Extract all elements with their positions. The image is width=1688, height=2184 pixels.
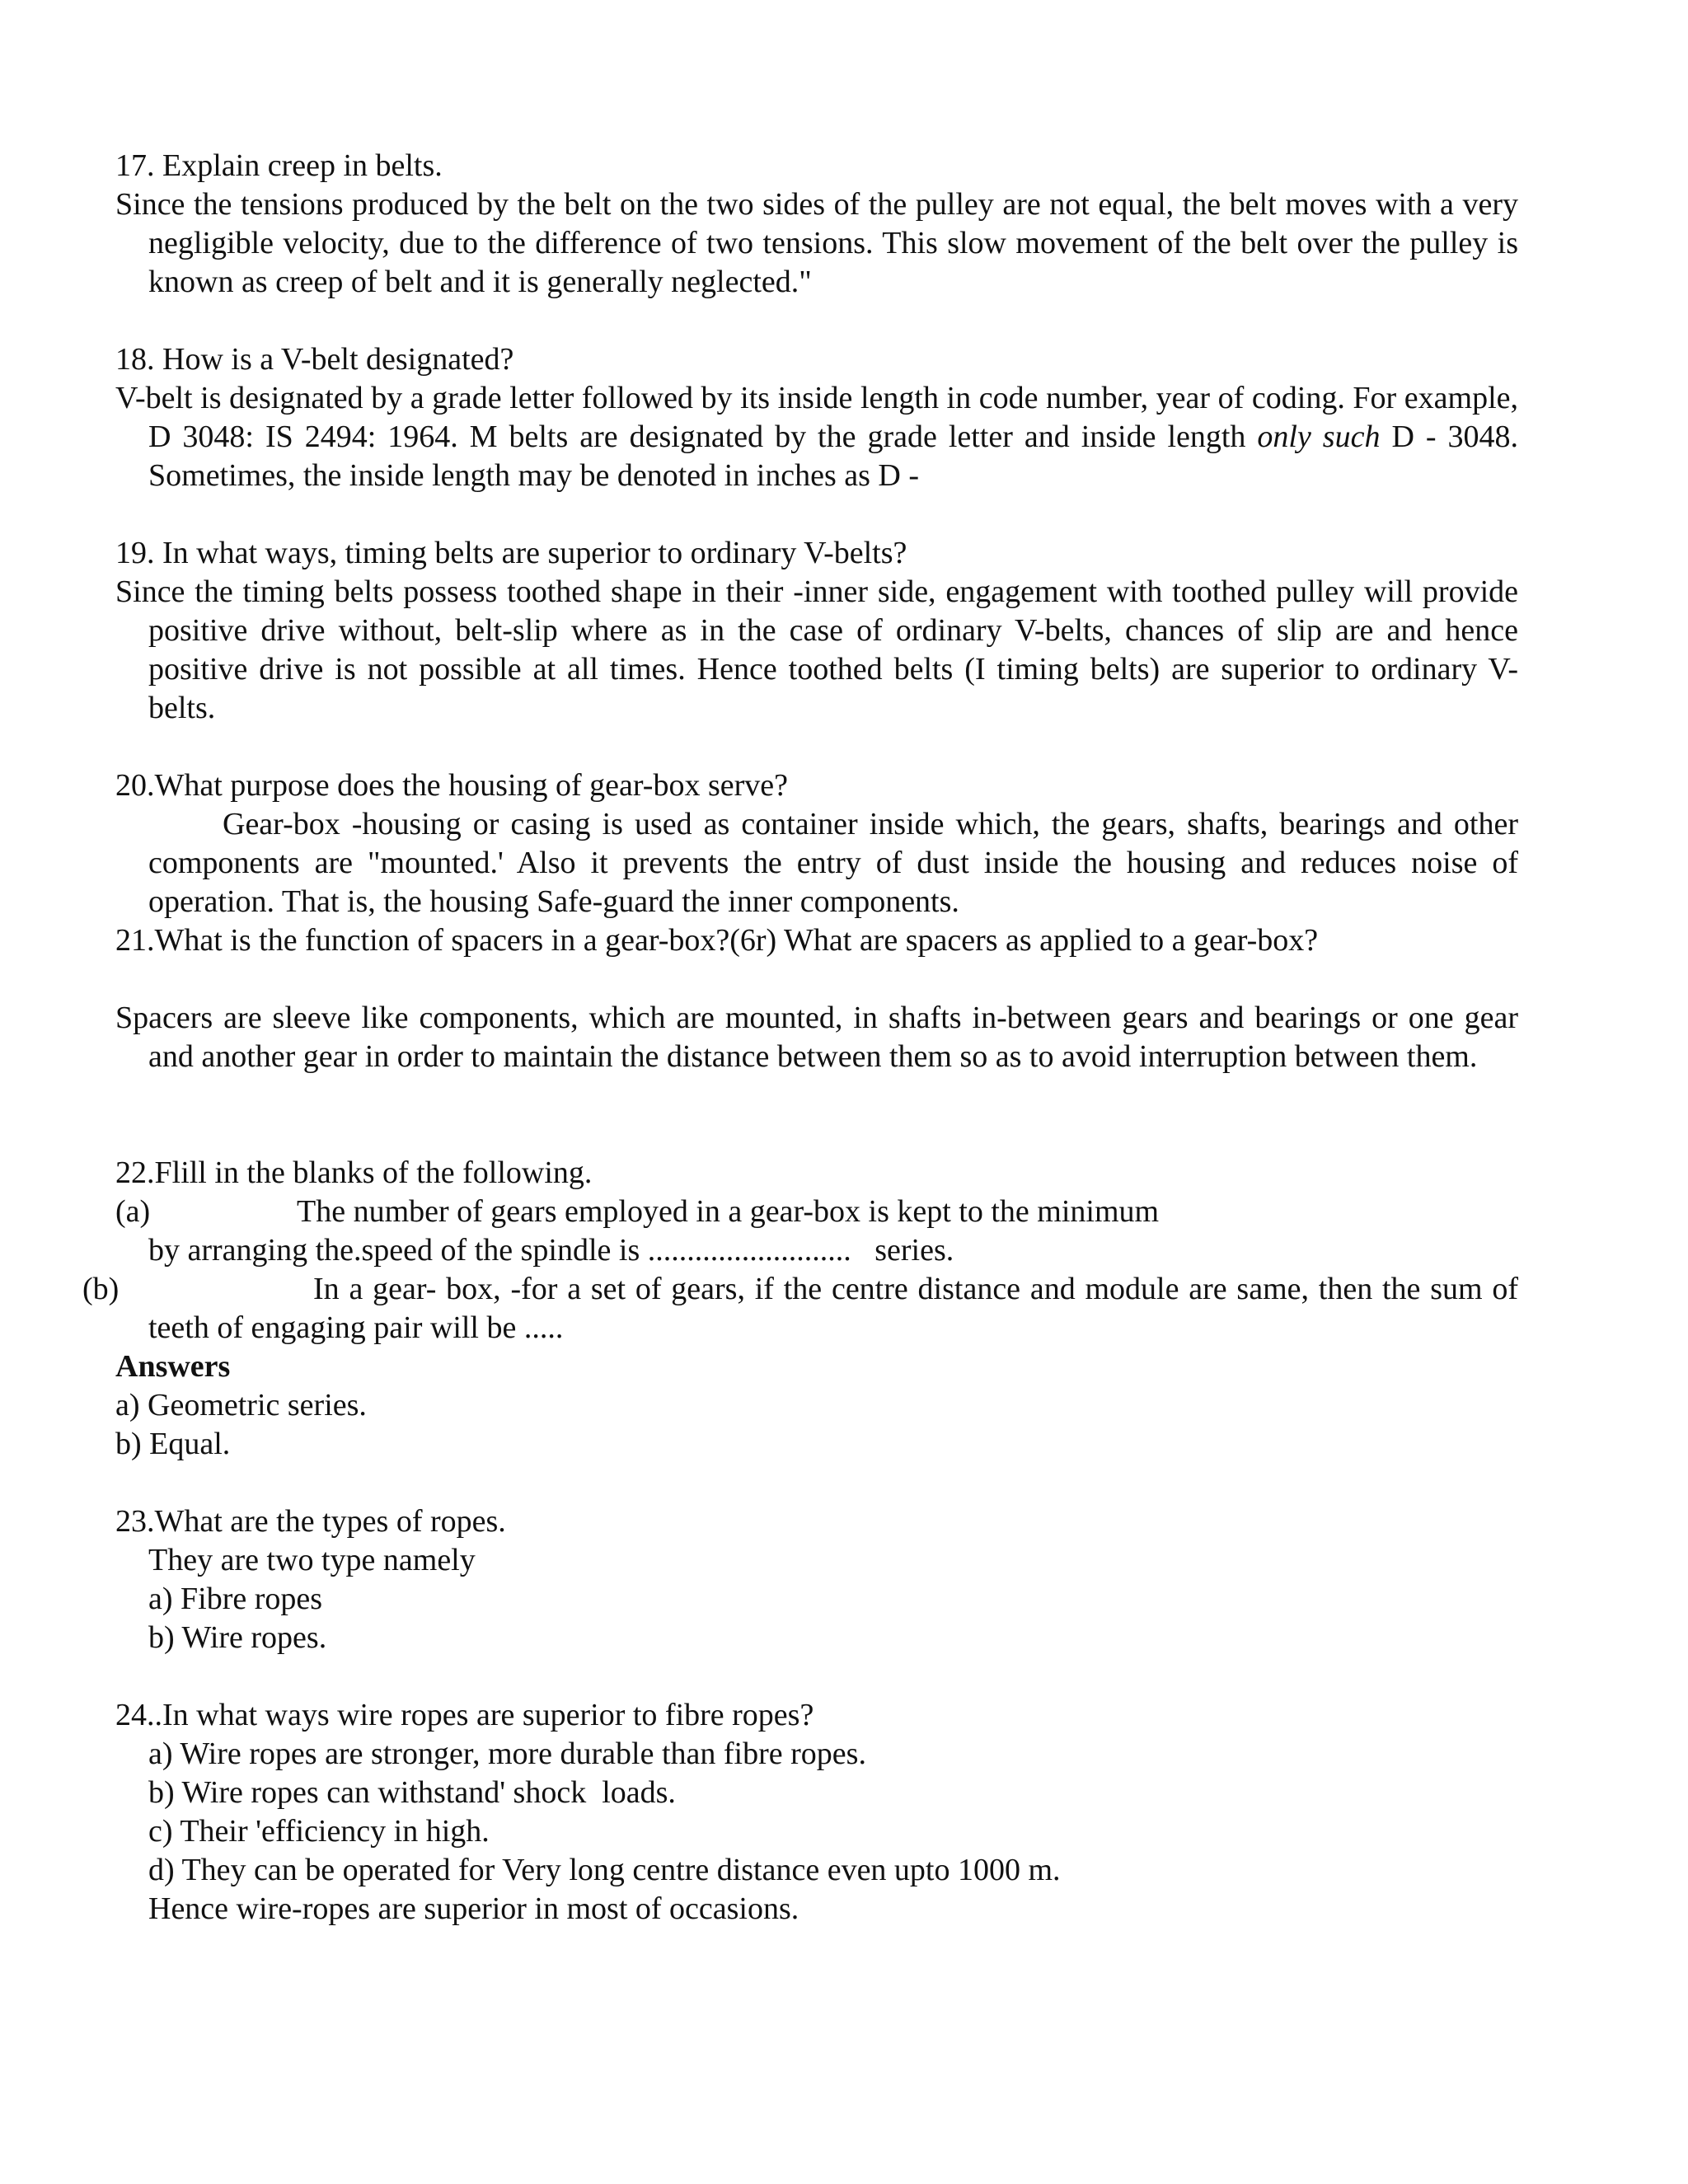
answer-17: Since the tensions produced by the belt on the two sides of the pulley are not equal, the belt moves with a very negligible velocity, due to the difference of two tensions. This slow movement of the belt over the pulley is known as creep of belt and it is generally neglected." (115, 187, 1518, 299)
list-item: b) Wire ropes can withstand' shock loads. (148, 1775, 676, 1810)
answer-23-intro: They are two type namely (148, 1543, 476, 1577)
question-22-block (82, 1154, 1518, 1464)
question-23: 23.What are the types of ropes. (115, 1504, 506, 1539)
answer-24-conclusion: Hence wire-ropes are superior in most of occasions. (148, 1891, 799, 1926)
answer-21: Spacers are sleeve like components, which are mounted, in shafts in-between gears and bearings or one gear and another gear in order to maintain the distance between them so as to avoid interruption between them. (115, 1001, 1518, 1074)
question-19-block (115, 534, 1518, 728)
answer-19: Since the timing belts possess toothed shape in their -inner side, engagement with toothed pulley will provide positive drive without, belt-slip where as in the case of ordinary V-belts, chances of slip are and hence positive drive is not possible at all times. Hence toothed belts (I timing belts) are superior to ordinary V-belts. (115, 574, 1518, 725)
blank-b: (b) In a gear- box, -for a set of gears, if the centre distance and module are same, then the sum of teeth of engaging pair will be ..... (82, 1272, 1518, 1345)
question-24: 24..In what ways wire ropes are superior to fibre ropes? (115, 1698, 814, 1732)
list-item: a) Wire ropes are stronger, more durable than fibre ropes. (148, 1736, 866, 1771)
list-item: b) Wire ropes. (148, 1620, 327, 1655)
question-18-block (115, 340, 1518, 495)
list-item: d) They can be operated for Very long centre distance even upto 1000 m. (148, 1853, 1061, 1887)
answer-22b: b) Equal. (115, 1427, 231, 1461)
answer-18-part2: D - 3048. Sometimes, the inside length may be denoted in inches as D - (148, 419, 1518, 493)
question-17-block (115, 147, 1518, 302)
blank-a-label: (a) (115, 1194, 151, 1229)
blank-a-line1: (a) The number of gears employed in a gear-box is kept to the minimum (115, 1193, 1518, 1231)
answer-20: Gear-box -housing or casing is used as container inside which, the gears, shafts, bearings and other components are "mounted.' Also it prevents the entry of dust inside the housing and reduces noise of operation. That is, the housing Safe-guard the inner components. (148, 807, 1518, 919)
question-20-block (115, 766, 1518, 921)
question-23-block (115, 1502, 1518, 1657)
answer-22a: a) Geometric series. (115, 1388, 367, 1422)
answer-18-part1: V-belt is designated by a grade letter followed by its inside length in code number, year of coding. For example, D 3048: IS 2494: 1964. M belts are designated by the grade letter and inside length (115, 381, 1518, 454)
question-21-block (115, 921, 1518, 960)
blank-b-label: (b) (82, 1272, 120, 1306)
question-19: 19. In what ways, timing belts are superior to ordinary V-belts? (115, 536, 907, 570)
question-18: 18. How is a V-belt designated? (115, 342, 514, 377)
answer-21-block (115, 999, 1518, 1076)
question-22: 22.Flill in the blanks of the following. (115, 1155, 593, 1190)
list-item: c) Their 'efficiency in high. (148, 1814, 490, 1849)
list-item: a) Fibre ropes (148, 1582, 323, 1616)
question-21: 21.What is the function of spacers in a gear-box?(6r) What are spacers as applied to a gear-box? (115, 923, 1319, 958)
question-20: 20.What purpose does the housing of gear-box serve? (115, 768, 788, 803)
answer-18-italic: only such (1257, 419, 1381, 454)
question-17: 17. Explain creep in belts. (115, 148, 443, 183)
answers-heading: Answers (115, 1349, 231, 1384)
question-24-block (115, 1696, 1518, 1929)
blank-a-line2: by arranging the.speed of the spindle is .......................... series. (148, 1233, 954, 1268)
answer-18 (115, 379, 1518, 495)
